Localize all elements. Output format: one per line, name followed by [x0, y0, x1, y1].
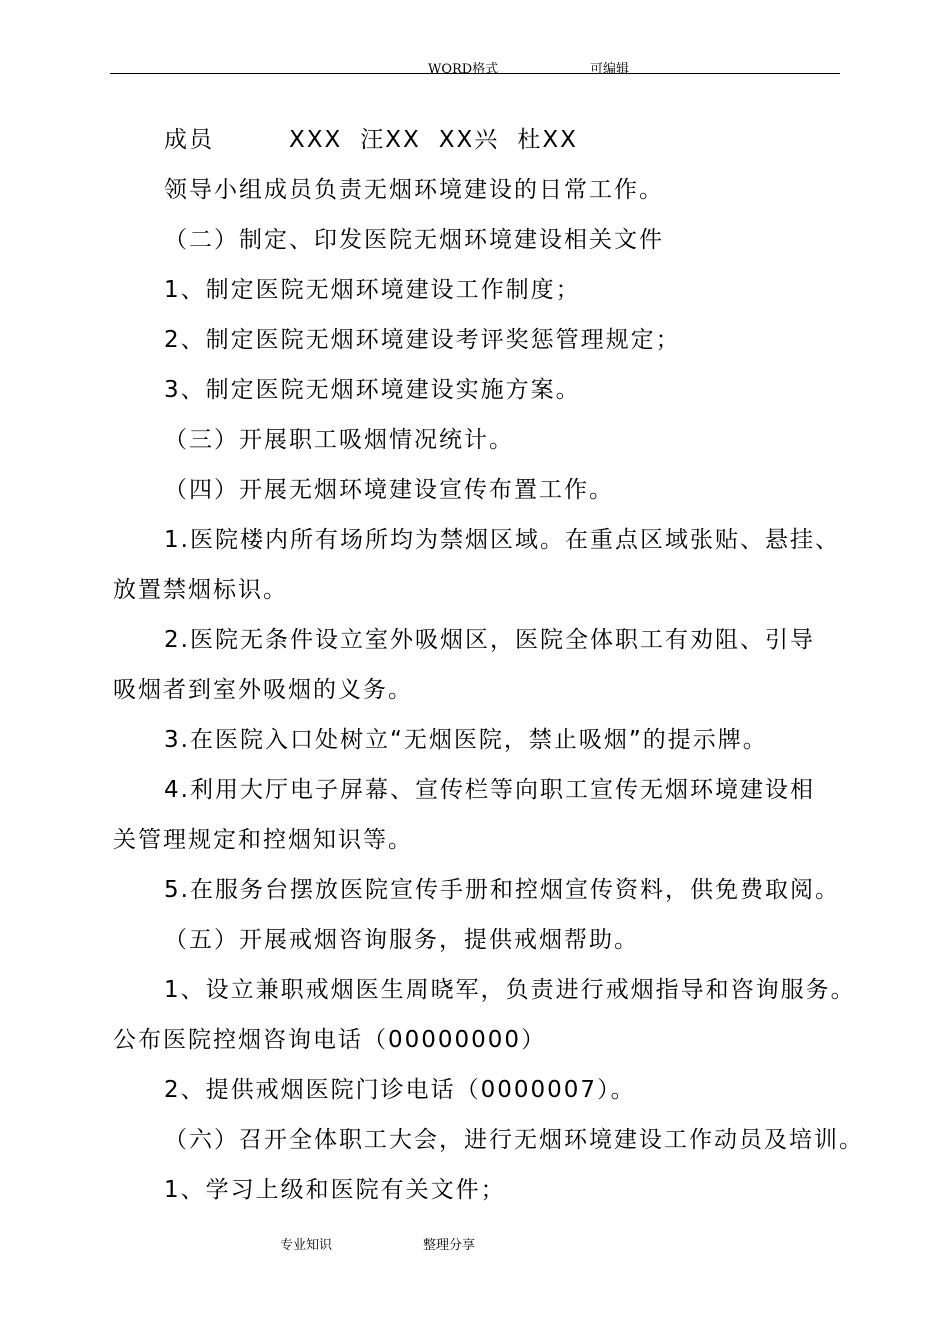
list-item: 2、制定医院无烟环境建设考评奖惩管理规定；	[164, 327, 681, 353]
section-heading-4: （四）开展无烟环境建设宣传布置工作。	[164, 477, 614, 503]
document-body	[113, 120, 864, 1220]
list-item-continuation: 吸烟者到室外吸烟的义务。	[113, 677, 413, 703]
members-line	[113, 120, 853, 170]
list-item-continuation: 关管理规定和控烟知识等。	[113, 827, 413, 853]
header-rule	[110, 73, 840, 74]
footer-right-text: 整理分享	[423, 1238, 476, 1253]
section-heading-5: （五）开展戒烟咨询服务，提供戒烟帮助。	[164, 927, 639, 953]
list-item: 4.利用大厅电子屏幕、宣传栏等向职工宣传无烟环境建设相	[164, 777, 815, 803]
list-item: 1.医院楼内所有场所均为禁烟区域。在重点区域张贴、悬挂、	[164, 527, 840, 553]
list-item: 3、制定医院无烟环境建设实施方案。	[164, 377, 581, 403]
list-item: 5.在服务台摆放医院宣传手册和控烟宣传资料，供免费取阅。	[164, 877, 840, 903]
list-item: 3.在医院入口处树立“无烟医院，禁止吸烟”的提示牌。	[164, 727, 768, 753]
list-item: 1、设立兼职戒烟医生周晓军，负责进行戒烟指导和咨询服务。	[164, 977, 856, 1003]
member-name: XX兴	[438, 127, 500, 153]
list-item-continuation: 公布医院控烟咨询电话（00000000）	[113, 1027, 547, 1053]
member-name: 汪XX	[360, 127, 421, 153]
list-item: 1、学习上级和医院有关文件；	[164, 1177, 506, 1203]
list-item-continuation: 放置禁烟标识。	[113, 577, 288, 603]
member-name: XXX	[289, 127, 343, 153]
members-label: 成员	[164, 127, 214, 153]
section-heading-6: （六）召开全体职工大会，进行无烟环境建设工作动员及培训。	[164, 1127, 864, 1153]
list-item: 2.医院无条件设立室外吸烟区，医院全体职工有劝阻、引导	[164, 627, 815, 653]
section-heading-3: （三）开展职工吸烟情况统计。	[164, 427, 514, 453]
list-item: 2、提供戒烟医院门诊电话（0000007）。	[164, 1077, 636, 1103]
section-heading-2: （二）制定、印发医院无烟环境建设相关文件	[164, 227, 664, 253]
header-left-text: WORD格式	[428, 62, 499, 77]
footer-left-text: 专业知识	[280, 1238, 333, 1253]
header-right-text: 可编辑	[590, 62, 630, 77]
member-name: 杜XX	[517, 127, 578, 153]
list-item: 1、制定医院无烟环境建设工作制度；	[164, 277, 581, 303]
paragraph-line: 领导小组成员负责无烟环境建设的日常工作。	[164, 177, 664, 203]
